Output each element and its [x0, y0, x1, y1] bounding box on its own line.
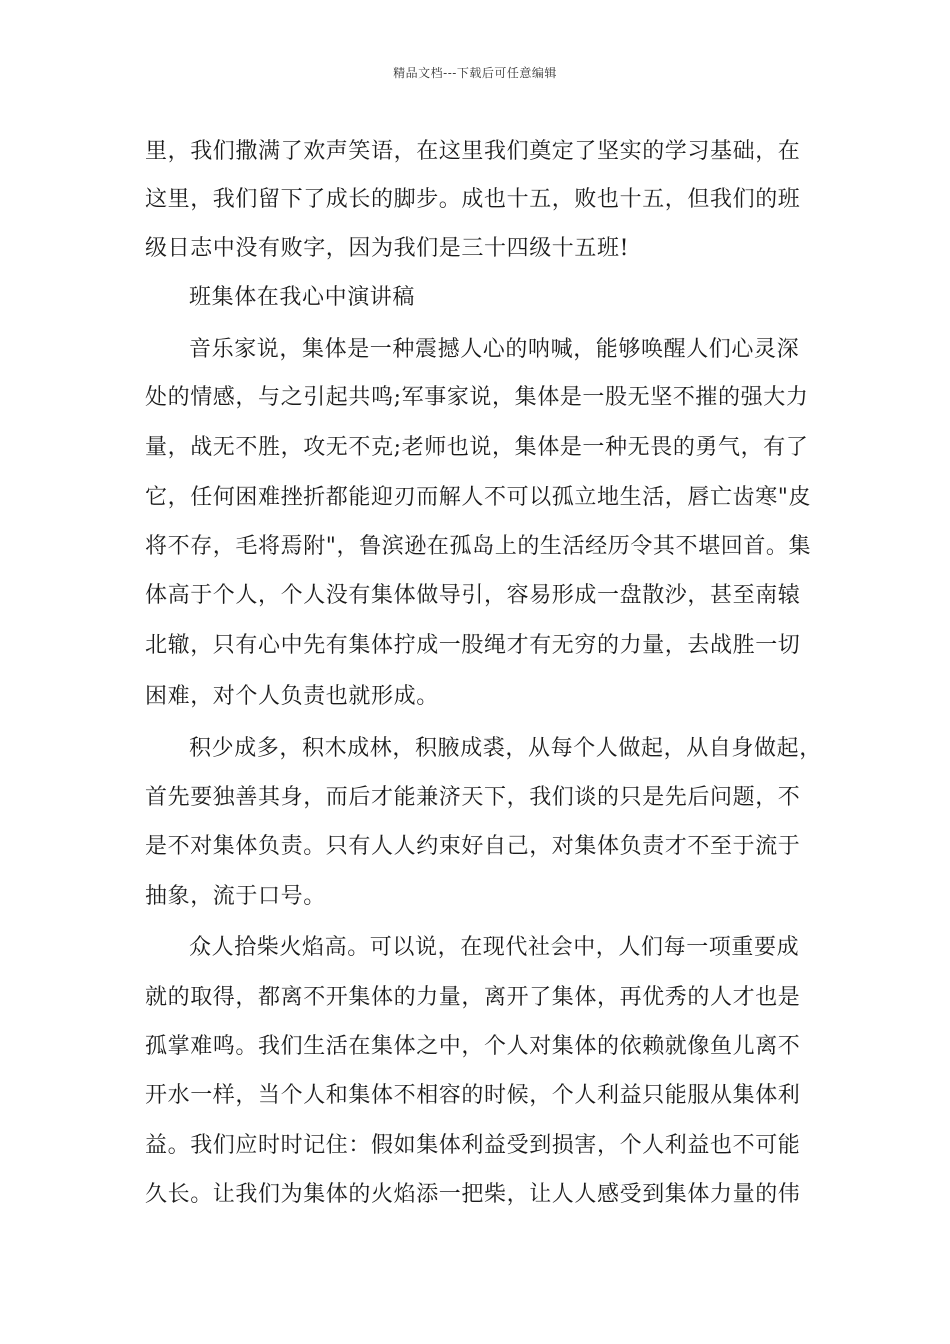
text-line: 积少成多，积木成林，积腋成裘，从每个人做起，从自身做起，: [189, 736, 822, 761]
section-title: 班集体在我心中演讲稿: [189, 285, 416, 310]
text-line: 首先要独善其身，而后才能兼济天下，我们谈的只是先后问题，不: [145, 785, 801, 810]
text-line: 益。我们应时时记住：假如集体利益受到损害，个人利益也不可能: [145, 1133, 801, 1158]
text-line: 北辙，只有心中先有集体拧成一股绳才有无穷的力量，去战胜一切: [145, 633, 801, 658]
text-line: 孤掌难鸣。我们生活在集体之中，个人对集体的依赖就像鱼儿离不: [145, 1034, 801, 1059]
text-line: 里，我们撒满了欢声笑语，在这里我们奠定了坚实的学习基础，在: [145, 139, 801, 164]
text-line: 开水一样，当个人和集体不相容的时候，个人利益只能服从集体利: [145, 1083, 801, 1108]
text-line: 处的情感，与之引起共鸣;军事家说，集体是一股无坚不摧的强大力: [145, 385, 809, 410]
text-line: 级日志中没有败字，因为我们是三十四级十五班!: [145, 236, 630, 261]
text-line: 久长。让我们为集体的火焰添一把柴，让人人感受到集体力量的伟: [145, 1182, 801, 1207]
text-line: 抽象，流于口号。: [145, 884, 326, 909]
text-line: 音乐家说，集体是一种震撼人心的呐喊，能够唤醒人们心灵深: [189, 337, 800, 362]
text-line: 是不对集体负责。只有人人约束好自己，对集体负责才不至于流于: [145, 834, 801, 859]
text-line: 量，战无不胜，攻无不克;老师也说，集体是一种无畏的勇气，有了: [145, 435, 809, 460]
text-line: 这里，我们留下了成长的脚步。成也十五，败也十五，但我们的班: [145, 187, 801, 212]
text-line: 体高于个人，个人没有集体做导引，容易形成一盘散沙，甚至南辕: [145, 583, 801, 608]
text-line: 就的取得，都离不开集体的力量，离开了集体，再优秀的人才也是: [145, 985, 801, 1010]
text-line: 它，任何困难挫折都能迎刃而解人不可以孤立地生活，唇亡齿寒"皮: [145, 485, 812, 510]
text-line: 众人拾柴火焰高。可以说，在现代社会中，人们每一项重要成: [189, 935, 800, 960]
text-line: 将不存，毛将焉附"，鲁滨逊在孤岛上的生活经历令其不堪回首。集: [145, 534, 812, 559]
page-header: 精品文档---下载后可任意编辑: [393, 66, 557, 80]
text-line: 困难，对个人负责也就形成。: [145, 684, 439, 709]
